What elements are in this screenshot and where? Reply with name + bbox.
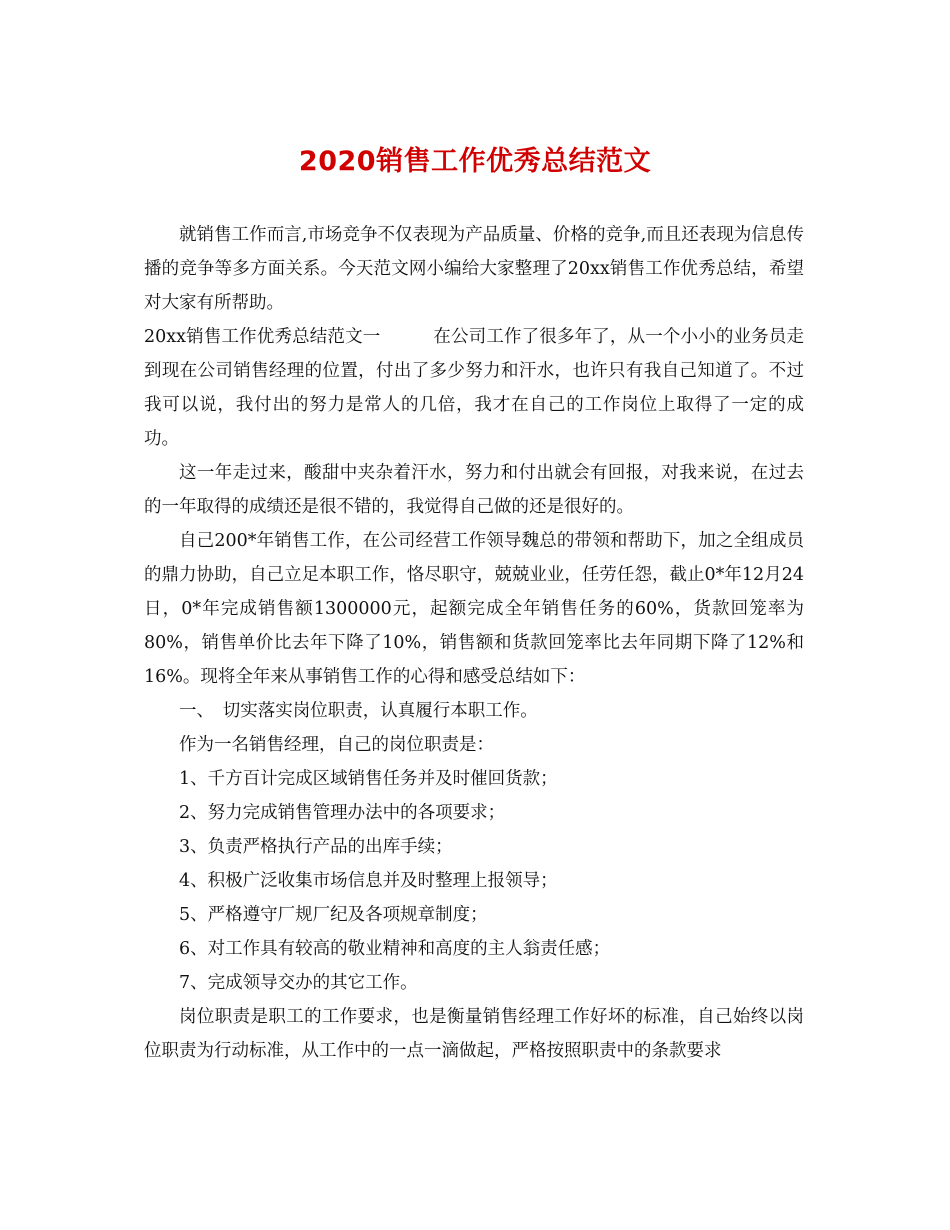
paragraph: 这一年走过来，酸甜中夹杂着汗水，努力和付出就会有回报，对我来说，在过去的一年取得的成绩还是很不错的，我觉得自己做的还是很好的。	[144, 463, 804, 517]
paragraph: 20xx销售工作优秀总结范文一 在公司工作了很多年了，从一个小小的业务员走到现在公司销售经理的位置，付出了多少努力和汗水，也许只有我自己知道了。不过我可以说，我付出的努力是常人的几倍，我才在自己的工作岗位上取得了一定的成功。	[144, 327, 804, 449]
paragraph: 岗位职责是职工的工作要求，也是衡量销售经理工作好坏的标准，自己始终以岗位职责为行动标准，从工作中的一点一滴做起，严格按照职责中的条款要求	[144, 1007, 804, 1061]
paragraph: 2、努力完成销售管理办法中的各项要求；	[179, 803, 506, 823]
document-title: 2020销售工作优秀总结范文	[298, 146, 652, 177]
paragraph: 3、负责严格执行产品的出库手续；	[179, 837, 453, 857]
paragraph: 一、 切实落实岗位职责，认真履行本职工作。	[179, 701, 538, 721]
paragraph: 1、千方百计完成区域销售任务并及时催回货款；	[179, 769, 558, 789]
paragraph: 4、积极广泛收集市场信息并及时整理上报领导；	[179, 871, 558, 891]
paragraph: 就销售工作而言,市场竞争不仅表现为产品质量、价格的竞争,而且还表现为信息传播的竞争等多方面关系。今天范文网小编给大家整理了20xx销售工作优秀总结，希望对大家有所帮助。	[144, 225, 804, 313]
document-body	[144, 218, 804, 1068]
paragraph: 自己200*年销售工作，在公司经营工作领导魏总的带领和帮助下，加之全组成员的鼎力协助，自己立足本职工作，恪尽职守，兢兢业业，任劳任怨，截止0*年12月24日，0*年完成销售额1300000元，起额完成全年销售任务的60%，货款回笼率为80%，销售单价比去年下降了10%，销售额和货款回笼率比去年同期下降了12%和16%。现将全年来从事销售工作的心得和感受总结如下：	[144, 531, 804, 687]
paragraph: 7、完成领导交办的其它工作。	[179, 973, 418, 993]
paragraph: 作为一名销售经理，自己的岗位职责是：	[179, 735, 494, 755]
paragraph: 5、严格遵守厂规厂纪及各项规章制度；	[179, 905, 488, 925]
paragraph: 6、对工作具有较高的敬业精神和高度的主人翁责任感；	[179, 939, 611, 959]
